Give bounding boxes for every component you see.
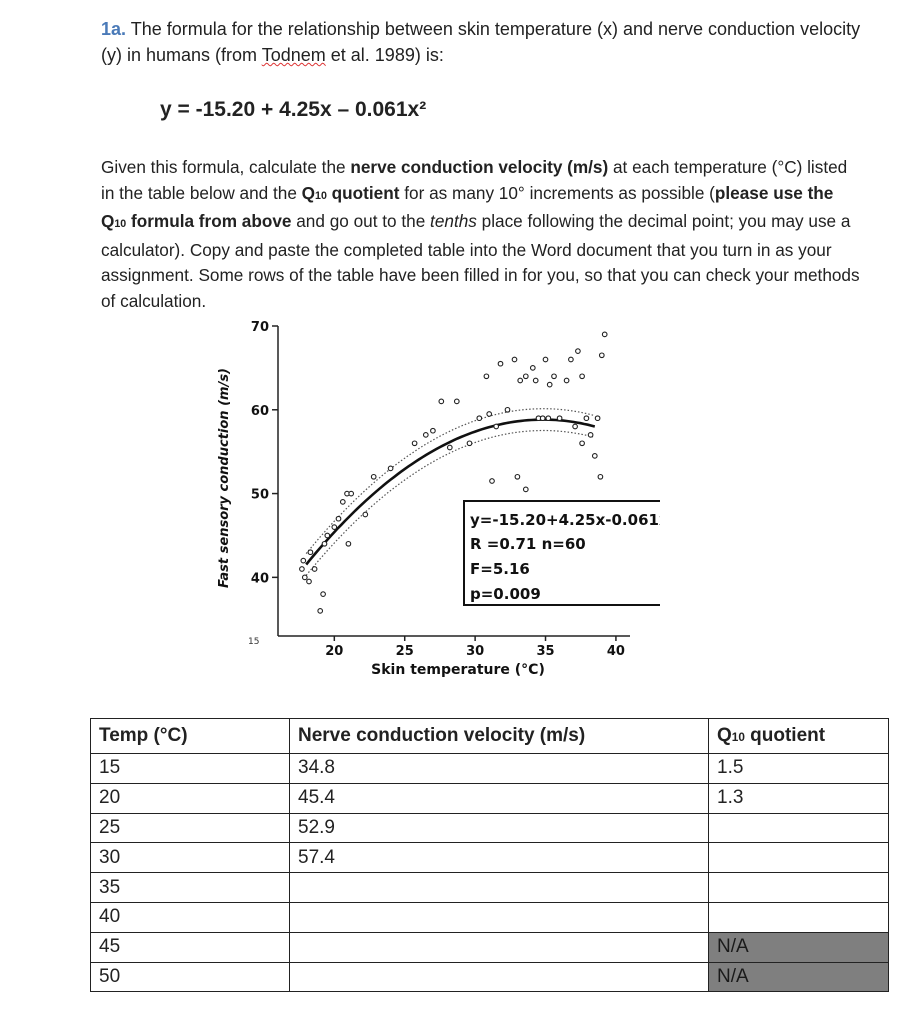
cell-temp[interactable]: 40 bbox=[91, 902, 290, 932]
data-point bbox=[580, 374, 585, 379]
data-point bbox=[600, 353, 605, 358]
stats-equation: y=-15.20+4.25x-0.061x² bbox=[470, 511, 660, 529]
table-row bbox=[91, 813, 889, 843]
data-point bbox=[349, 491, 354, 496]
cell-temp[interactable]: 30 bbox=[91, 843, 290, 873]
formula: y = -15.20 + 4.25x – 0.061x² bbox=[160, 98, 427, 121]
cell-temp[interactable]: 35 bbox=[91, 873, 290, 903]
data-point bbox=[332, 525, 337, 530]
data-point bbox=[477, 416, 482, 421]
header-temp: Temp (°C) bbox=[91, 719, 290, 754]
cell-velocity[interactable] bbox=[290, 902, 709, 932]
cell-temp[interactable]: 15 bbox=[91, 754, 290, 784]
header-q-letter: Q bbox=[717, 725, 732, 746]
data-point bbox=[312, 567, 317, 572]
data-point bbox=[531, 366, 536, 371]
data-point bbox=[595, 416, 600, 421]
data-point bbox=[505, 408, 510, 413]
cell-temp[interactable]: 25 bbox=[91, 813, 290, 843]
instr-use-the: please use the bbox=[714, 182, 834, 203]
table-row bbox=[91, 754, 889, 784]
header-q10 bbox=[709, 719, 889, 754]
cell-velocity[interactable]: 34.8 bbox=[290, 754, 709, 784]
data-point bbox=[467, 441, 472, 446]
intro-text-2: et al. 1989) is: bbox=[325, 45, 444, 65]
cell-q10[interactable] bbox=[709, 873, 889, 903]
data-point bbox=[543, 357, 548, 362]
x-tick-label-20: 20 bbox=[325, 644, 344, 659]
cell-q10-na: N/A bbox=[709, 932, 889, 962]
data-point bbox=[341, 500, 346, 505]
cell-q10[interactable]: 1.5 bbox=[709, 754, 889, 784]
data-point bbox=[546, 416, 551, 421]
data-point bbox=[564, 378, 569, 383]
data-point bbox=[512, 357, 517, 362]
instr-formula-word: formula from above bbox=[126, 211, 292, 232]
cell-q10[interactable]: 1.3 bbox=[709, 783, 889, 813]
x-tick-label-25: 25 bbox=[395, 644, 414, 659]
data-point bbox=[576, 349, 581, 354]
intro-text-1: The formula for the relationship between skin temperature (x) and nerve conduction velocity (y) in humans (from bbox=[101, 19, 861, 65]
cell-velocity[interactable]: 45.4 bbox=[290, 783, 709, 813]
data-point bbox=[412, 441, 417, 446]
data-point bbox=[318, 609, 323, 614]
instr-q-word: quotient bbox=[326, 182, 400, 203]
chart-svg bbox=[200, 318, 660, 698]
instr-q-sub: 10 bbox=[315, 189, 327, 202]
data-point bbox=[593, 454, 598, 459]
data-point bbox=[336, 516, 341, 521]
data-point bbox=[569, 357, 574, 362]
data-point bbox=[300, 567, 305, 572]
instr-text-4: and go out to the bbox=[291, 211, 431, 232]
cell-temp[interactable]: 50 bbox=[91, 962, 290, 992]
cell-q10[interactable] bbox=[709, 902, 889, 932]
cell-velocity[interactable] bbox=[290, 873, 709, 903]
instr-text-5: place following the decimal point; you may use a calculator). Copy and paste the completed table into the Word document that you turn in as your assignment. Some rows of the table have been filled in for you, so that you can check your methods of calculation. bbox=[101, 211, 860, 311]
data-point bbox=[533, 378, 538, 383]
instr-q-letter-2: Q bbox=[101, 211, 115, 232]
data-point bbox=[321, 592, 326, 597]
data-point bbox=[580, 441, 585, 446]
data-point bbox=[303, 575, 308, 580]
question-label: 1a. bbox=[101, 19, 127, 39]
data-point bbox=[524, 487, 529, 492]
data-point bbox=[484, 374, 489, 379]
x-tick-label-40: 40 bbox=[606, 644, 625, 659]
stats-f: F=5.16 bbox=[470, 560, 530, 578]
y-tick-label-50: 50 bbox=[250, 487, 269, 503]
table-row bbox=[91, 962, 889, 992]
cell-velocity[interactable] bbox=[290, 962, 709, 992]
data-point bbox=[557, 416, 562, 421]
cell-velocity[interactable]: 57.4 bbox=[290, 843, 709, 873]
header-velocity: Nerve conduction velocity (m/s) bbox=[290, 719, 709, 754]
data-point bbox=[455, 399, 460, 404]
data-point bbox=[524, 374, 529, 379]
instr-q-letter: Q bbox=[301, 182, 316, 203]
cell-q10[interactable] bbox=[709, 813, 889, 843]
data-point bbox=[308, 550, 313, 555]
table-header-row bbox=[91, 719, 889, 754]
data-point bbox=[307, 579, 312, 584]
instr-text-3: for as many 10° increments as possible ( bbox=[399, 182, 715, 203]
x-tick-label-30: 30 bbox=[466, 644, 485, 659]
cell-temp[interactable]: 20 bbox=[91, 783, 290, 813]
data-point bbox=[547, 382, 552, 387]
data-table bbox=[90, 718, 889, 992]
x-axis-label: Skin temperature (°C) bbox=[371, 662, 545, 678]
x-axis-ticks bbox=[325, 636, 625, 659]
data-point bbox=[552, 374, 557, 379]
instr-text-2: at each temperature (°C) listed in the table below and the bbox=[101, 157, 848, 203]
data-point bbox=[346, 542, 351, 547]
instr-text-1: Given this formula, calculate the bbox=[101, 157, 351, 177]
instr-q10-quotient bbox=[302, 183, 400, 203]
data-point bbox=[588, 433, 593, 438]
data-point bbox=[498, 361, 503, 366]
stats-r-n: R =0.71 n=60 bbox=[470, 535, 586, 553]
scatter-chart bbox=[200, 318, 660, 698]
data-point bbox=[448, 445, 453, 450]
instr-q-sub-2: 10 bbox=[114, 218, 127, 231]
table-row bbox=[91, 932, 889, 962]
cell-velocity[interactable] bbox=[290, 932, 709, 962]
data-point bbox=[584, 416, 589, 421]
y-axis-label: Fast sensory conduction (m/s) bbox=[217, 368, 232, 588]
cell-velocity[interactable]: 52.9 bbox=[290, 813, 709, 843]
data-point bbox=[439, 399, 444, 404]
table-row bbox=[91, 902, 889, 932]
data-point bbox=[325, 533, 330, 538]
instructions bbox=[101, 155, 861, 315]
instr-tenths: tenths bbox=[430, 211, 477, 232]
data-point bbox=[301, 558, 306, 563]
table-row bbox=[91, 783, 889, 813]
author-name: Todnem bbox=[261, 45, 326, 65]
data-point bbox=[598, 475, 603, 480]
stats-p: p=0.009 bbox=[470, 585, 541, 603]
data-point bbox=[490, 479, 495, 484]
header-q-sub: 10 bbox=[731, 731, 745, 744]
data-point bbox=[363, 512, 368, 517]
table-row bbox=[91, 873, 889, 903]
data-point bbox=[540, 416, 545, 421]
cell-q10-na: N/A bbox=[709, 962, 889, 992]
header-q-word: quotient bbox=[744, 725, 826, 746]
data-point bbox=[431, 428, 436, 433]
data-point bbox=[371, 475, 376, 480]
data-point bbox=[424, 433, 429, 438]
cell-temp[interactable]: 45 bbox=[91, 932, 290, 962]
y-axis-ticks bbox=[251, 320, 278, 586]
instr-bold-velocity: nerve conduction velocity (m/s) bbox=[350, 157, 609, 177]
data-point bbox=[322, 542, 327, 547]
data-point bbox=[388, 466, 393, 471]
data-point bbox=[518, 378, 523, 383]
cell-q10[interactable] bbox=[709, 843, 889, 873]
data-point bbox=[515, 475, 520, 480]
data-point bbox=[602, 332, 607, 337]
y-tick-label-70: 70 bbox=[250, 320, 269, 335]
data-point bbox=[494, 424, 499, 429]
data-point bbox=[573, 424, 578, 429]
cut-tick-label: 15 bbox=[248, 637, 260, 647]
y-tick-label-60: 60 bbox=[250, 403, 269, 419]
x-tick-label-35: 35 bbox=[536, 644, 555, 659]
question-intro bbox=[101, 16, 861, 68]
data-point bbox=[487, 412, 492, 417]
y-tick-label-40: 40 bbox=[250, 571, 269, 587]
table-row bbox=[91, 843, 889, 873]
